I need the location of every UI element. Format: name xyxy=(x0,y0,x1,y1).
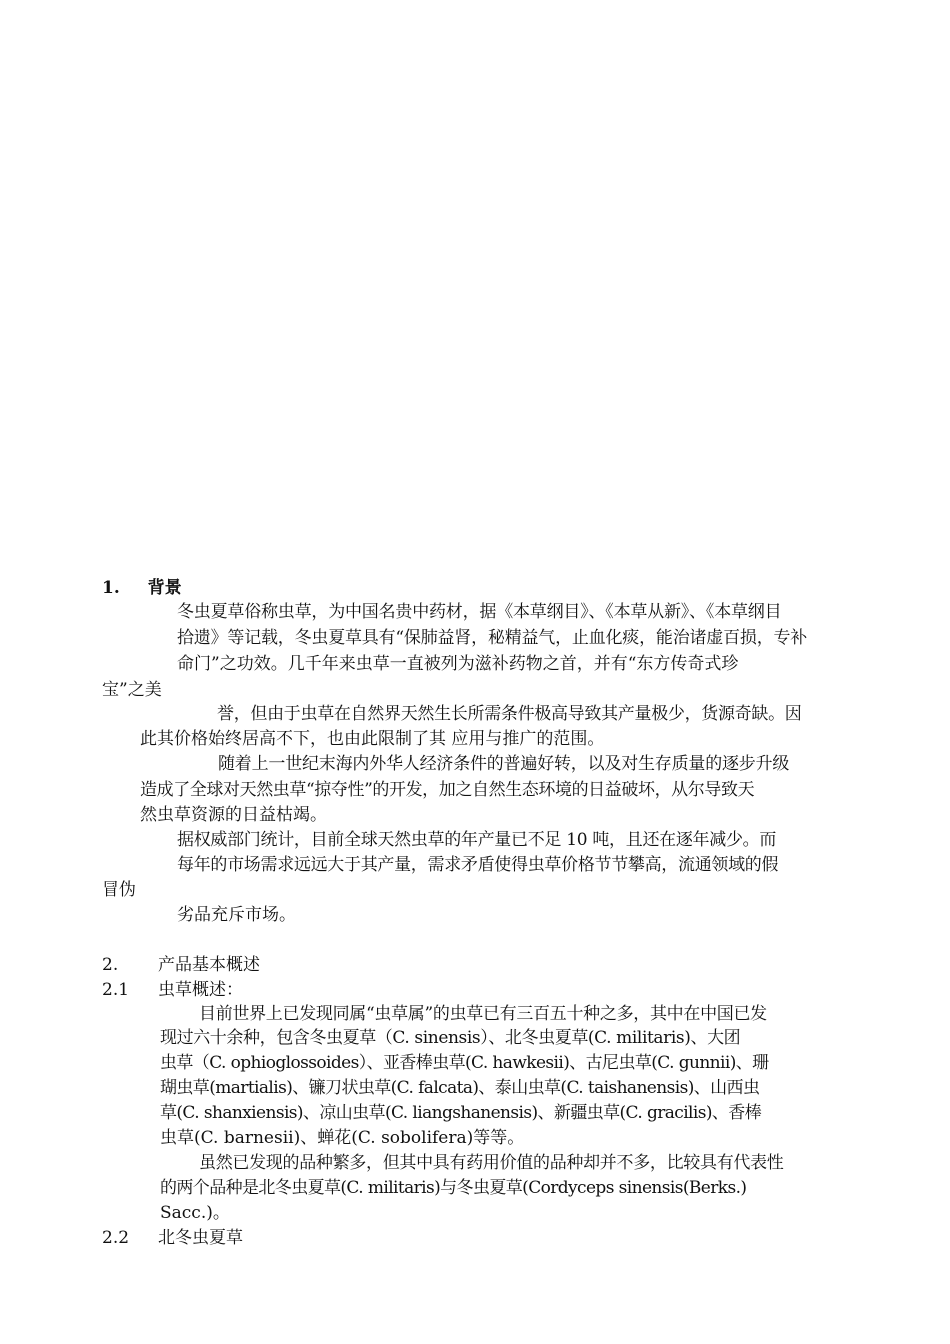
section-2-2-number: 2.2 xyxy=(102,1228,130,1248)
s1-line-8: 造成了全球对天然虫草“掠夺性”的开发，加之自然生态环境的日益破坏，从尔导致天 xyxy=(140,780,755,800)
s1-line-4: 宝”之美 xyxy=(102,680,162,700)
section-2-1-number: 2.1 xyxy=(102,980,130,1000)
section-2-number: 2. xyxy=(102,955,119,975)
s1-line-13: 劣品充斥市场。 xyxy=(177,905,296,925)
s21-line-6: 虫草(C. barnesii)、蝉花(C. sobolifera)等等。 xyxy=(160,1128,525,1148)
section-2-2-heading xyxy=(102,1226,243,1250)
s1-line-6: 此其价格始终居高不下，也由此限制了其 应用与推广的范围。 xyxy=(140,729,605,749)
s1-line-2: 拾遗》等记载，冬虫夏草具有“保肺益肾，秘精益气，止血化痰，能治诸虚百损，专补 xyxy=(177,628,808,648)
s21-line-1: 目前世界上已发现同属“虫草属”的虫草已有三百五十种之多，其中在中国已发 xyxy=(199,1004,767,1024)
section-1-title: 背景 xyxy=(147,578,182,598)
s1-line-11: 每年的市场需求远远大于其产量，需求矛盾使得虫草价格节节攀高，流通领域的假 xyxy=(177,855,779,875)
section-2-1-heading xyxy=(102,978,243,1002)
s1-line-9: 然虫草资源的日益枯竭。 xyxy=(140,805,327,825)
s21-line-4: 瑚虫草(martialis)、镰刀状虫草(C. falcata)、泰山虫草(C. taishanensis)、山西虫 xyxy=(160,1078,760,1098)
section-2-2-title: 北冬虫夏草 xyxy=(158,1228,243,1248)
s21-line-3: 虫草（C. ophioglossoides）、亚香棒虫草(C. hawkesii)、古尼虫草(C. gunnii)、珊 xyxy=(160,1053,769,1073)
s1-line-7: 随着上一世纪末海内外华人经济条件的普遍好转，以及对生存质量的逐步升级 xyxy=(218,754,790,774)
section-1-number: 1. xyxy=(102,578,120,598)
s21-line-9: Sacc.)。 xyxy=(160,1203,230,1223)
s1-line-5: 誉，但由于虫草在自然界天然生长所需条件极高导致其产量极少，货源奇缺。因 xyxy=(217,704,802,724)
s1-line-1: 冬虫夏草俗称虫草，为中国名贵中药材，据《本草纲目》、《本草从新》、《本草纲目 xyxy=(177,602,782,622)
s1-line-12: 冒伪 xyxy=(102,880,136,900)
section-2-heading xyxy=(102,953,260,977)
section-2-1-title: 虫草概述： xyxy=(158,980,243,1000)
s1-line-10: 据权威部门统计，目前全球天然虫草的年产量已不足 10 吨，且还在逐年减少。而 xyxy=(177,830,777,850)
s21-line-7: 虽然已发现的品种繁多，但其中具有药用价值的品种却并不多，比较具有代表性 xyxy=(199,1153,784,1173)
section-2-title: 产品基本概述 xyxy=(158,955,260,975)
s21-line-5: 草(C. shanxiensis)、凉山虫草(C. liangshanensis)、新疆虫草(C. gracilis)、香棒 xyxy=(160,1103,762,1123)
s21-line-2: 现过六十余种，包含冬虫夏草（C. sinensis）、北冬虫夏草(C. militaris)、大团 xyxy=(160,1028,741,1048)
s21-line-8: 的两个品种是北冬虫夏草(C. militaris)与冬虫夏草(Cordyceps sinensis(Berks.) xyxy=(160,1178,747,1198)
s1-line-3: 命门”之功效。几千年来虫草一直被列为滋补药物之首，并有“东方传奇式珍 xyxy=(177,654,739,674)
section-1-heading xyxy=(102,576,182,600)
